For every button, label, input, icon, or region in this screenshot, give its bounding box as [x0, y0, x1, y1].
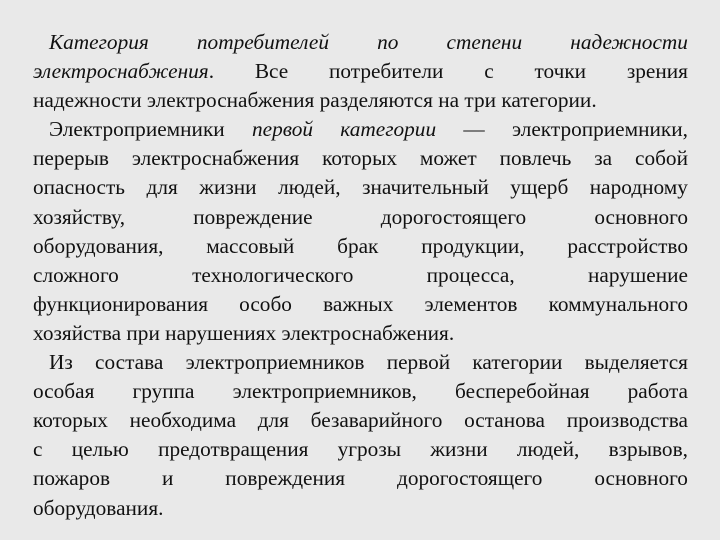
paragraph — [33, 28, 688, 115]
text-word: особо — [239, 291, 292, 316]
text-word: электроснабжения — [33, 59, 209, 84]
text-word: выделяется — [584, 350, 688, 375]
paragraph — [33, 348, 688, 523]
text-line — [33, 494, 688, 523]
text-line — [33, 115, 688, 144]
text-word: взрывов, — [608, 437, 688, 462]
text-word: процесса, — [426, 262, 515, 287]
text-word: оборудования, — [33, 233, 164, 258]
text-word: за — [594, 146, 613, 171]
text-word: основного — [594, 204, 688, 229]
text-word: Все — [254, 59, 289, 84]
text-word: . — [208, 59, 215, 84]
text-word: которых — [322, 146, 398, 171]
text-word: необходима — [129, 408, 237, 433]
text-word: технологического — [192, 262, 354, 287]
text-word: производства — [566, 408, 688, 433]
text-line — [33, 435, 688, 464]
text-line — [33, 232, 688, 261]
text-word: бесперебойная — [455, 379, 590, 404]
text-word: особая — [33, 379, 95, 404]
text-line — [33, 348, 688, 377]
text-word: важных — [323, 291, 394, 316]
text-word: состава — [95, 350, 164, 375]
text-word: по — [377, 30, 399, 54]
text-word: первой — [386, 350, 451, 375]
text-word: группа — [132, 379, 195, 404]
text-word: коммунального — [548, 291, 688, 316]
text-word: дорогостоящего — [397, 466, 543, 491]
text-word: жизни — [199, 175, 257, 200]
text-word: хозяйству, — [33, 204, 126, 229]
text-word: ущерб — [510, 175, 569, 200]
text-word: электроприемников, — [232, 379, 417, 404]
text-word: дорогостоящего — [380, 204, 527, 229]
text-word: предотвращения — [158, 437, 309, 462]
text-word: людей, — [278, 175, 341, 200]
text-line — [33, 319, 688, 348]
text-word: Категория — [49, 30, 149, 54]
text-word: степени — [446, 30, 523, 54]
text-word: с — [33, 437, 43, 462]
word-group — [33, 57, 214, 86]
text-word: электроснабжения — [131, 146, 300, 171]
text-word: потребители — [328, 59, 444, 84]
text-word: повлечь — [499, 146, 572, 171]
text-word: нарушение — [588, 262, 688, 287]
text-line — [33, 261, 688, 290]
paragraph — [33, 115, 688, 348]
text-word: функционирования — [33, 291, 209, 316]
text-word: повреждения — [225, 466, 346, 491]
text-word: потребителей — [196, 30, 329, 54]
text-word: опасность — [33, 175, 125, 200]
text-word: оборудования. — [33, 495, 164, 520]
text-line — [33, 144, 688, 173]
text-line — [33, 464, 688, 493]
text-word: брак — [337, 233, 379, 258]
text-line — [33, 57, 688, 86]
text-word: повреждение — [193, 204, 313, 229]
text-word: угрозы — [337, 437, 402, 462]
text-word: перерыв — [33, 146, 109, 171]
text-word: останова — [464, 408, 545, 433]
text-word: электроприемников — [185, 350, 365, 375]
text-word: которых — [33, 408, 108, 433]
text-word: расстройство — [567, 233, 688, 258]
text-line — [33, 173, 688, 202]
text-word: основного — [594, 466, 688, 491]
text-word: массовый — [206, 233, 295, 258]
text-word: точки — [534, 59, 587, 84]
text-word: продукции, — [421, 233, 525, 258]
text-word: Электроприемники — [49, 117, 225, 142]
text-line — [33, 86, 688, 115]
text-word: сложного — [33, 262, 119, 287]
text-line — [33, 377, 688, 406]
text-word: работа — [627, 379, 688, 404]
text-word: собой — [635, 146, 688, 171]
text-line — [33, 28, 688, 57]
text-word: пожаров — [33, 466, 111, 491]
text-word: может — [419, 146, 477, 171]
text-word: элементов — [424, 291, 518, 316]
text-word: жизни — [430, 437, 488, 462]
text-word: значительный — [362, 175, 489, 200]
text-word: — — [463, 117, 485, 142]
text-word: надежности — [570, 30, 688, 54]
text-word: категории — [340, 117, 437, 142]
text-word: безаварийного — [310, 408, 443, 433]
document-body — [33, 28, 688, 523]
text-word: для — [257, 408, 289, 433]
text-word: зрения — [626, 59, 688, 84]
text-word: и — [161, 466, 174, 491]
text-word: хозяйства при нарушениях электроснабжения. — [33, 320, 455, 345]
text-word: целью — [71, 437, 129, 462]
text-word: первой — [251, 117, 313, 142]
text-word: Из — [49, 350, 73, 375]
text-word: людей, — [516, 437, 580, 462]
text-word: для — [146, 175, 178, 200]
text-word: электроприемники, — [511, 117, 688, 142]
text-line — [33, 406, 688, 435]
text-word: с — [484, 59, 494, 84]
text-word: надежности электроснабжения разделяются на три категории. — [33, 88, 597, 113]
text-word: категории — [472, 350, 563, 375]
text-line — [33, 203, 688, 232]
text-line — [33, 290, 688, 319]
text-word: народному — [589, 175, 688, 200]
